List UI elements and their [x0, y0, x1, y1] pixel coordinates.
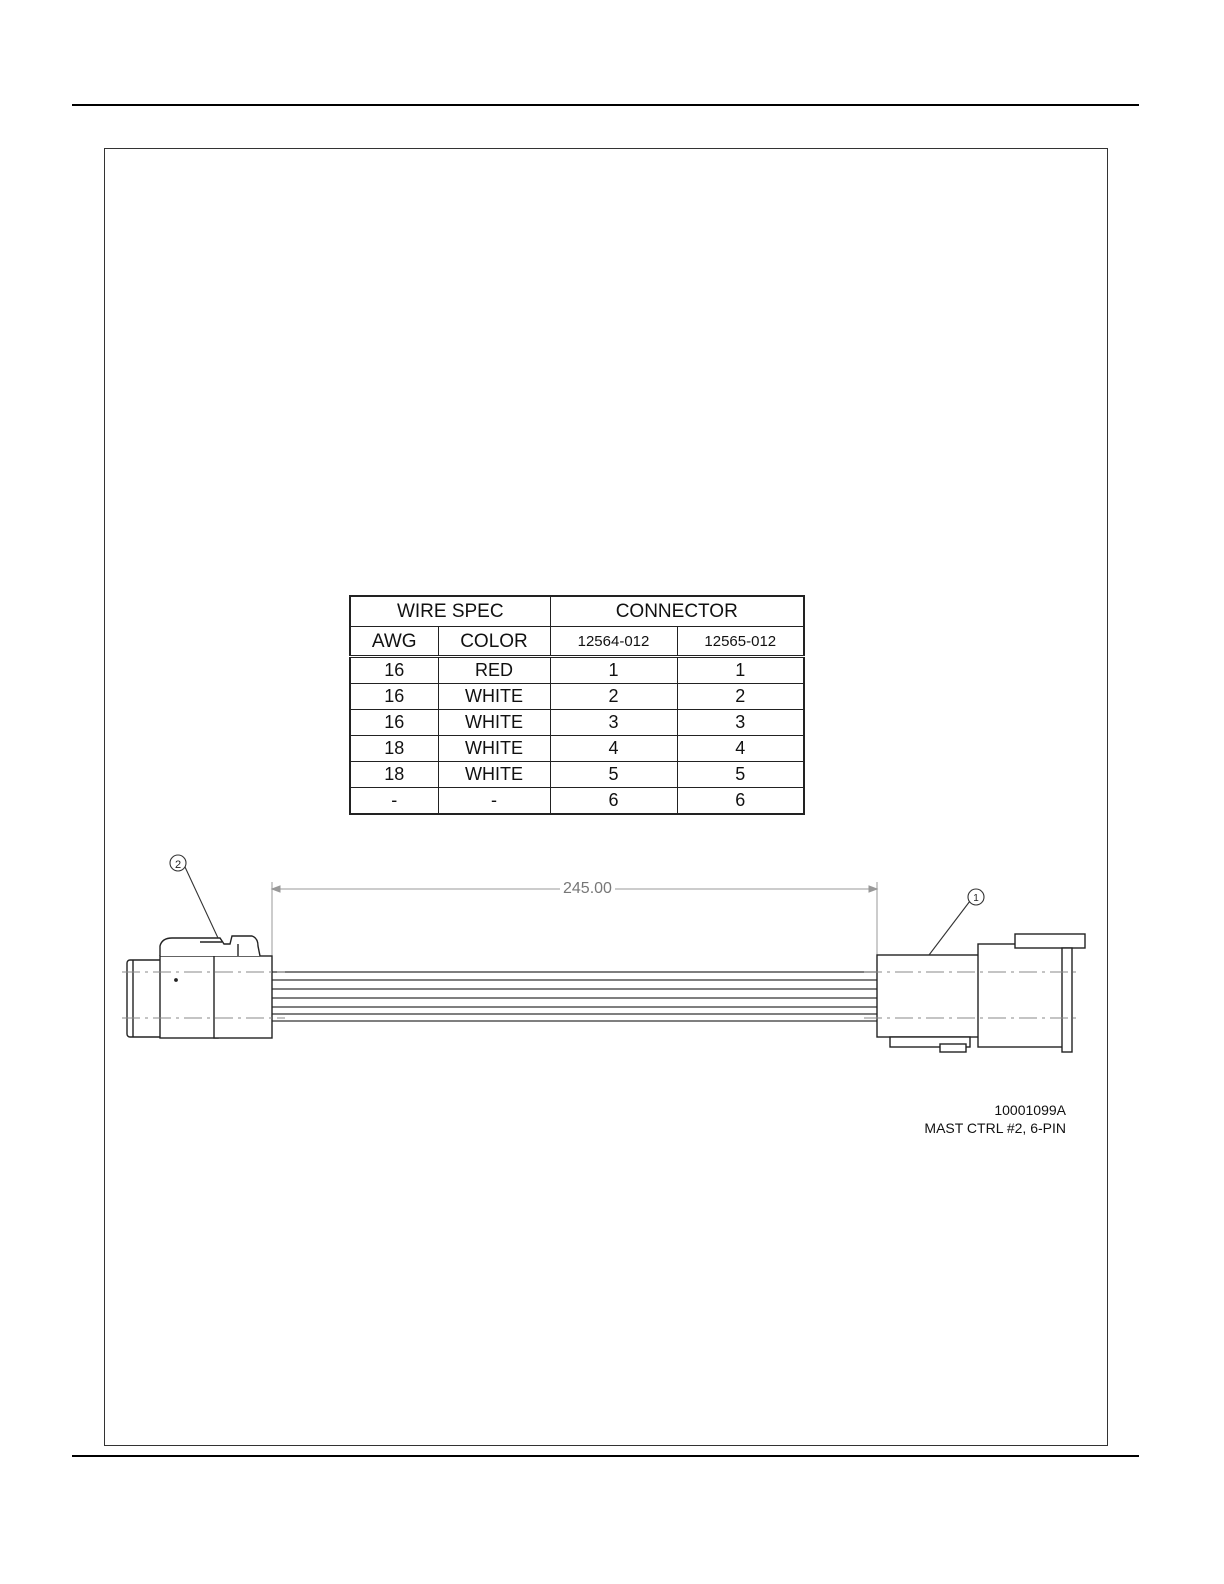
- cell-pin-a: 4: [550, 736, 677, 762]
- column-header-connector-1: 12564-012: [550, 627, 677, 657]
- balloon-2: [170, 855, 218, 938]
- balloon-2-label: 2: [174, 859, 182, 871]
- part-name: MAST CTRL #2, 6-PIN: [924, 1120, 1066, 1136]
- cell-pin-b: 3: [677, 710, 804, 736]
- part-number: 10001099A: [994, 1102, 1066, 1118]
- cell-color: -: [438, 788, 550, 815]
- group-header-wire-spec: WIRE SPEC: [350, 596, 550, 627]
- connector-left: [127, 936, 272, 1038]
- cell-awg: -: [350, 788, 438, 815]
- cell-pin-b: 6: [677, 788, 804, 815]
- dimension-value: 245.00: [560, 880, 615, 898]
- cell-awg: 16: [350, 657, 438, 684]
- cell-color: RED: [438, 657, 550, 684]
- cell-pin-b: 4: [677, 736, 804, 762]
- column-header-connector-2: 12565-012: [677, 627, 804, 657]
- cell-awg: 16: [350, 684, 438, 710]
- cell-pin-a: 6: [550, 788, 677, 815]
- cell-pin-b: 5: [677, 762, 804, 788]
- cell-color: WHITE: [438, 736, 550, 762]
- connector-right: [877, 934, 1085, 1052]
- cell-pin-a: 1: [550, 657, 677, 684]
- column-header-awg: AWG: [350, 627, 438, 657]
- balloon-1-label: 1: [973, 893, 979, 904]
- cell-pin-a: 5: [550, 762, 677, 788]
- balloon-1: [929, 889, 984, 955]
- cell-pin-a: 3: [550, 710, 677, 736]
- footer-rule: [72, 1455, 1139, 1457]
- cell-awg: 18: [350, 736, 438, 762]
- cell-pin-b: 1: [677, 657, 804, 684]
- group-header-connector: CONNECTOR: [550, 596, 804, 627]
- cell-color: WHITE: [438, 762, 550, 788]
- wire-bundle: [271, 972, 877, 1021]
- cell-color: WHITE: [438, 710, 550, 736]
- cell-awg: 16: [350, 710, 438, 736]
- column-header-color: COLOR: [438, 627, 550, 657]
- cell-color: WHITE: [438, 684, 550, 710]
- cell-awg: 18: [350, 762, 438, 788]
- cell-pin-b: 2: [677, 684, 804, 710]
- cell-pin-a: 2: [550, 684, 677, 710]
